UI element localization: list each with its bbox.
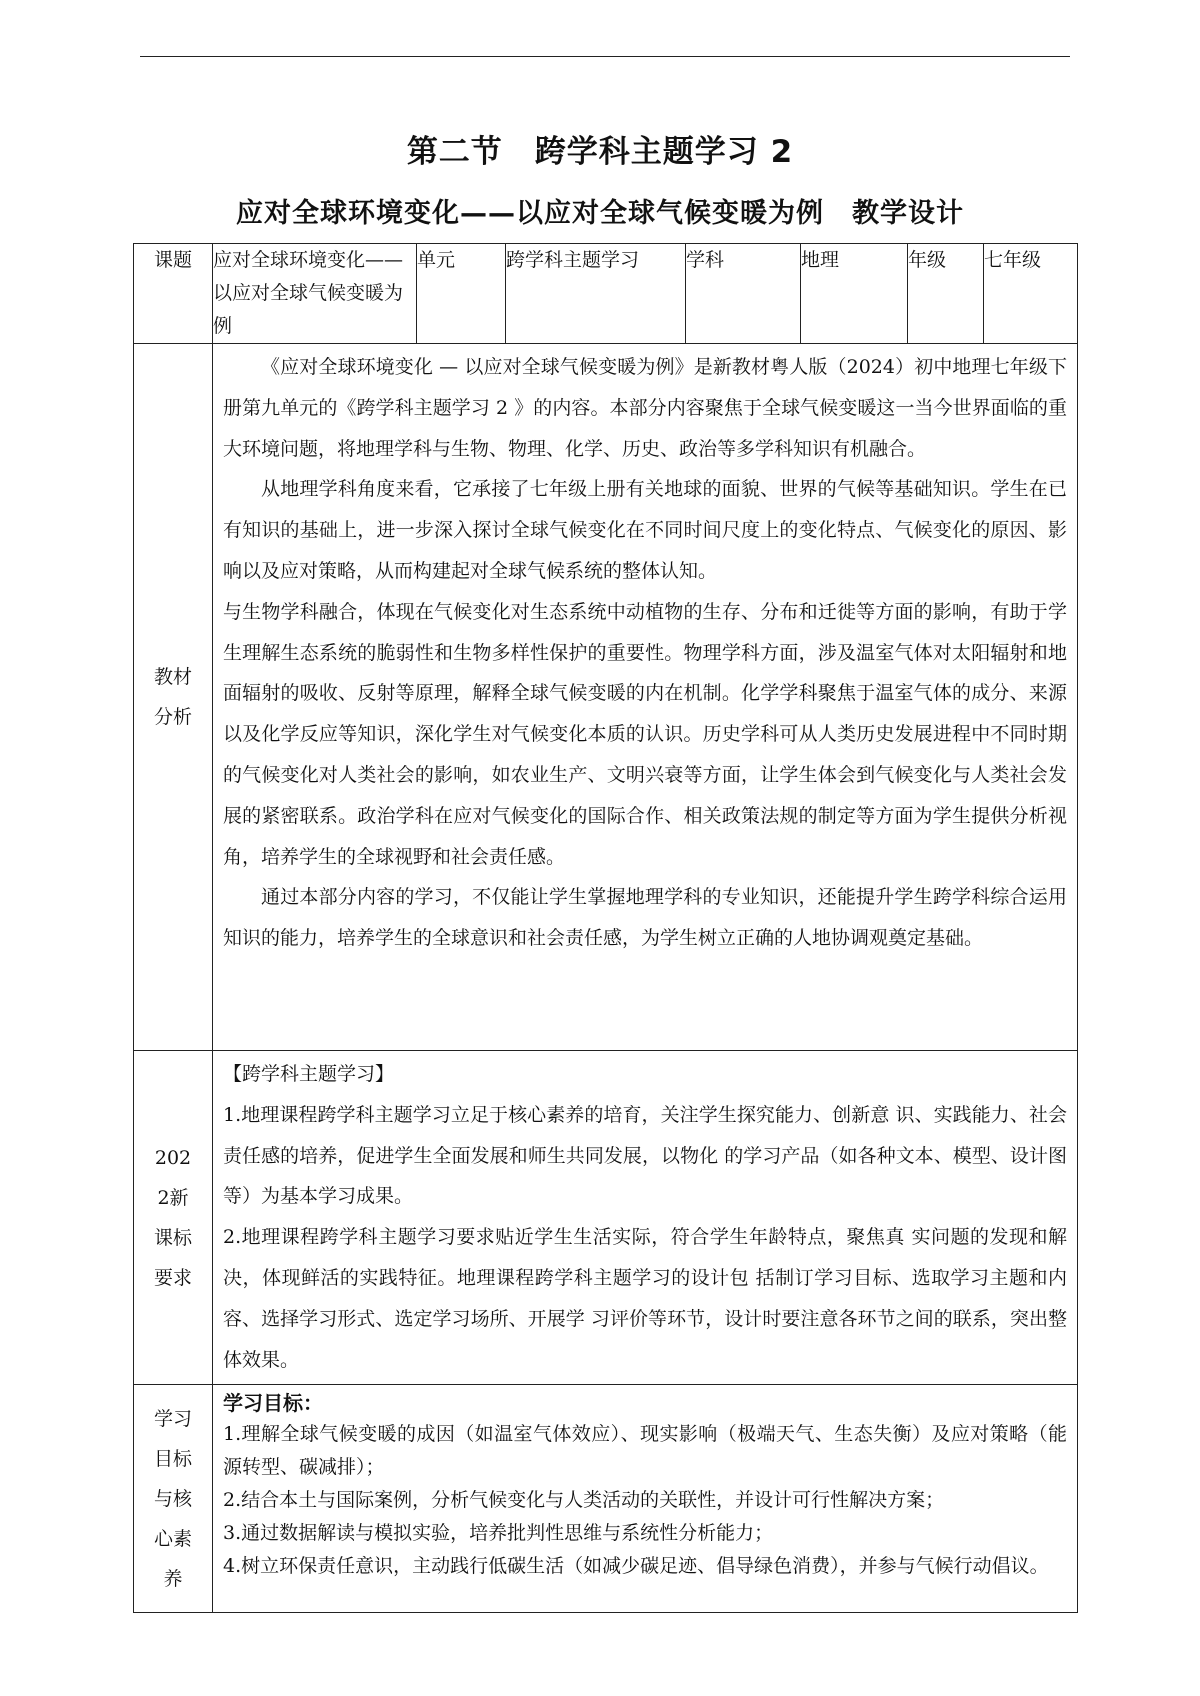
course-value: 应对全球环境变化——以应对全球气候变暖为例 [213, 244, 417, 344]
analysis-content [213, 344, 1078, 1051]
objectives-heading: 学习目标： [223, 1391, 323, 1416]
objective-item: 1.理解全球气候变暖的成因（如温室气体效应）、现实影响（极端天气、生态失衡）及应对策略（能源转型、碳减排）； [223, 1423, 1067, 1479]
subject-label: 学科 [686, 244, 801, 344]
analysis-paragraph: 从地理学科角度来看，它承接了七年级上册有关地球的面貌、世界的气候等基础知识。学生在已有知识的基础上，进一步深入探讨全球气候变化在不同时间尺度上的变化特点、气候变化的原因、影响以及应对策略，从而构建起对全球气候系统的整体认知。 [223, 478, 1067, 582]
document-title: 第二节 跨学科主题学习 2 [406, 134, 794, 170]
objective-item: 2.结合本土与国际案例，分析气候变化与人类活动的关联性，并设计可行性解决方案； [223, 1489, 945, 1512]
subject-value: 地理 [801, 244, 908, 344]
grade-value: 七年级 [984, 244, 1078, 344]
unit-label: 单元 [417, 244, 506, 344]
grade-label: 年级 [908, 244, 984, 344]
objectives-row [134, 1385, 1078, 1613]
objectives-label: 学习目标与核心素养 [134, 1385, 213, 1613]
standards-label: 2022新课标要求 [134, 1051, 213, 1385]
document-subtitle: 应对全球环境变化——以应对全球气候变暖为例 教学设计 [236, 198, 964, 229]
course-label: 课题 [134, 244, 213, 344]
lesson-design-table [133, 243, 1078, 1613]
unit-value: 跨学科主题学习 [506, 244, 686, 344]
objective-item: 3.通过数据解读与模拟实验，培养批判性思维与系统性分析能力； [223, 1522, 774, 1545]
analysis-label: 教材分析 [134, 344, 213, 1051]
standards-row [134, 1051, 1078, 1385]
header-rule [140, 56, 1070, 57]
standards-content [213, 1051, 1078, 1385]
objective-item: 4.树立环保责任意识，主动践行低碳生活（如减少碳足迹、倡导绿色消费），并参与气候行动倡议。 [223, 1555, 1049, 1578]
standards-item: 2.地理课程跨学科主题学习要求贴近学生生活实际，符合学生年龄特点，聚焦真 实问题的发现和解决，体现鲜活的实践特征。地理课程跨学科主题学习的设计包 括制订学习目标、选取学习主题和内容、选择学习形式、选定学习场所、开展学 习评价等环节，设计时要注意各环节之间的联系，突出整体效果。 [223, 1226, 1067, 1371]
analysis-paragraph: 与生物学科融合，体现在气候变化对生态系统中动植物的生存、分布和迁徙等方面的影响，有助于学生理解生态系统的脆弱性和生物多样性保护的重要性。物理学科方面，涉及温室气体对太阳辐射和地面辐射的吸收、反射等原理，解释全球气候变暖的内在机制。化学学科聚焦于温室气体的成分、来源以及化学反应等知识，深化学生对气候变化本质的认识。历史学科可从人类历史发展进程中不同时期的气候变化对人类社会的影响，如农业生产、文明兴衰等方面，让学生体会到气候变化与人类社会发展的紧密联系。政治学科在应对气候变化的国际合作、相关政策法规的制定等方面为学生提供分析视角，培养学生的全球视野和社会责任感。 [223, 600, 1067, 868]
standards-heading: 【跨学科主题学习】 [223, 1063, 395, 1085]
standards-item: 1.地理课程跨学科主题学习立足于核心素养的培育，关注学生探究能力、创新意 识、实践能力、社会责任感的培养，促进学生全面发展和师生共同发展，以物化 的学习产品（如各种文本、模型、设计图等）为基本学习成果。 [223, 1103, 1067, 1208]
objectives-content [213, 1385, 1078, 1613]
analysis-row [134, 344, 1078, 1051]
header-row [134, 244, 1078, 344]
analysis-paragraph: 通过本部分内容的学习，不仅能让学生掌握地理学科的专业知识，还能提升学生跨学科综合运用知识的能力，培养学生的全球意识和社会责任感，为学生树立正确的人地协调观奠定基础。 [223, 886, 1067, 950]
analysis-paragraph: 《应对全球环境变化 — 以应对全球气候变暖为例》是新教材粤人版（2024）初中地理七年级下册第九单元的《跨学科主题学习 2 》的内容。本部分内容聚焦于全球气候变暖这一当今世界面临的重大环境问题，将地理学科与生物、物理、化学、历史、政治等多学科知识有机融合。 [223, 356, 1067, 460]
